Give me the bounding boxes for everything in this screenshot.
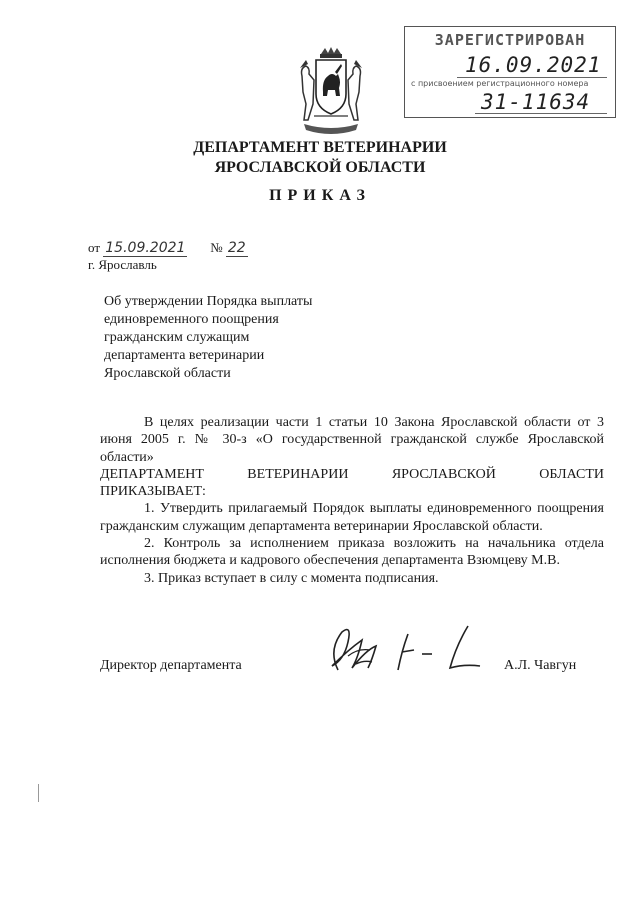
order-number: 22 [227,240,246,256]
department-title [0,138,640,178]
registration-stamp [404,26,616,118]
scan-mark [38,784,39,802]
order-item-1: 1. Утвердить прилагаемый Порядок выплаты единовременного поощрения гражданским служащим департамента ветеринарии Ярославской области. [100,501,604,534]
order-item-2: 2. Контроль за исполнением приказа возложить на начальника отдела исполнения бюджета и кадрового обеспечения департамента Взюмцеву М.В. [100,536,604,569]
subject-line: Об утверждении Порядка выплаты [104,294,313,309]
order-date-number [88,240,248,257]
department-line-1: ДЕПАРТАМЕНТ ВЕТЕРИНАРИИ [193,139,447,156]
subject-line: гражданским служащим [104,330,250,345]
order-body [100,414,604,587]
preamble: В целях реализации части 1 статьи 10 Закона Ярославской области от 3 июня 2005 г. № 30-з «О государственной гражданской службе Ярославской области» [100,415,604,465]
signatory-name: А.Л. Чавгун [504,658,577,673]
from-label: от [88,240,101,255]
stamp-caption: с присвоением регистрационного номера [411,79,589,88]
stamp-number: 31-11634 [481,90,591,114]
subject-line: единовременного поощрения [104,312,279,327]
orders-heading-line-2: ПРИКАЗЫВАЕТ: [100,484,206,500]
subject-line: Ярославской области [104,366,231,381]
order-subject [104,293,312,383]
stamp-date-underline [457,77,607,78]
coat-of-arms-icon [294,46,368,138]
stamp-date: 16.09.2021 [465,53,602,77]
city: г. Ярославль [88,257,157,272]
handwritten-signature-icon [318,620,498,684]
stamp-title: ЗАРЕГИСТРИРОВАН [434,31,586,49]
orders-heading-line-1: ДЕПАРТАМЕНТ ВЕТЕРИНАРИИ ЯРОСЛАВСКОЙ ОБЛАСТИ [100,466,604,482]
order-date: 15.09.2021 [105,240,186,256]
number-label: № [210,240,223,255]
subject-line: департамента ветеринарии [104,348,265,363]
signatory-position: Директор департамента [100,658,242,673]
department-line-2: ЯРОСЛАВСКОЙ ОБЛАСТИ [214,159,426,176]
document-type: ПРИКАЗ [269,187,371,204]
order-item-3: 3. Приказ вступает в силу с момента подписания. [144,570,439,586]
